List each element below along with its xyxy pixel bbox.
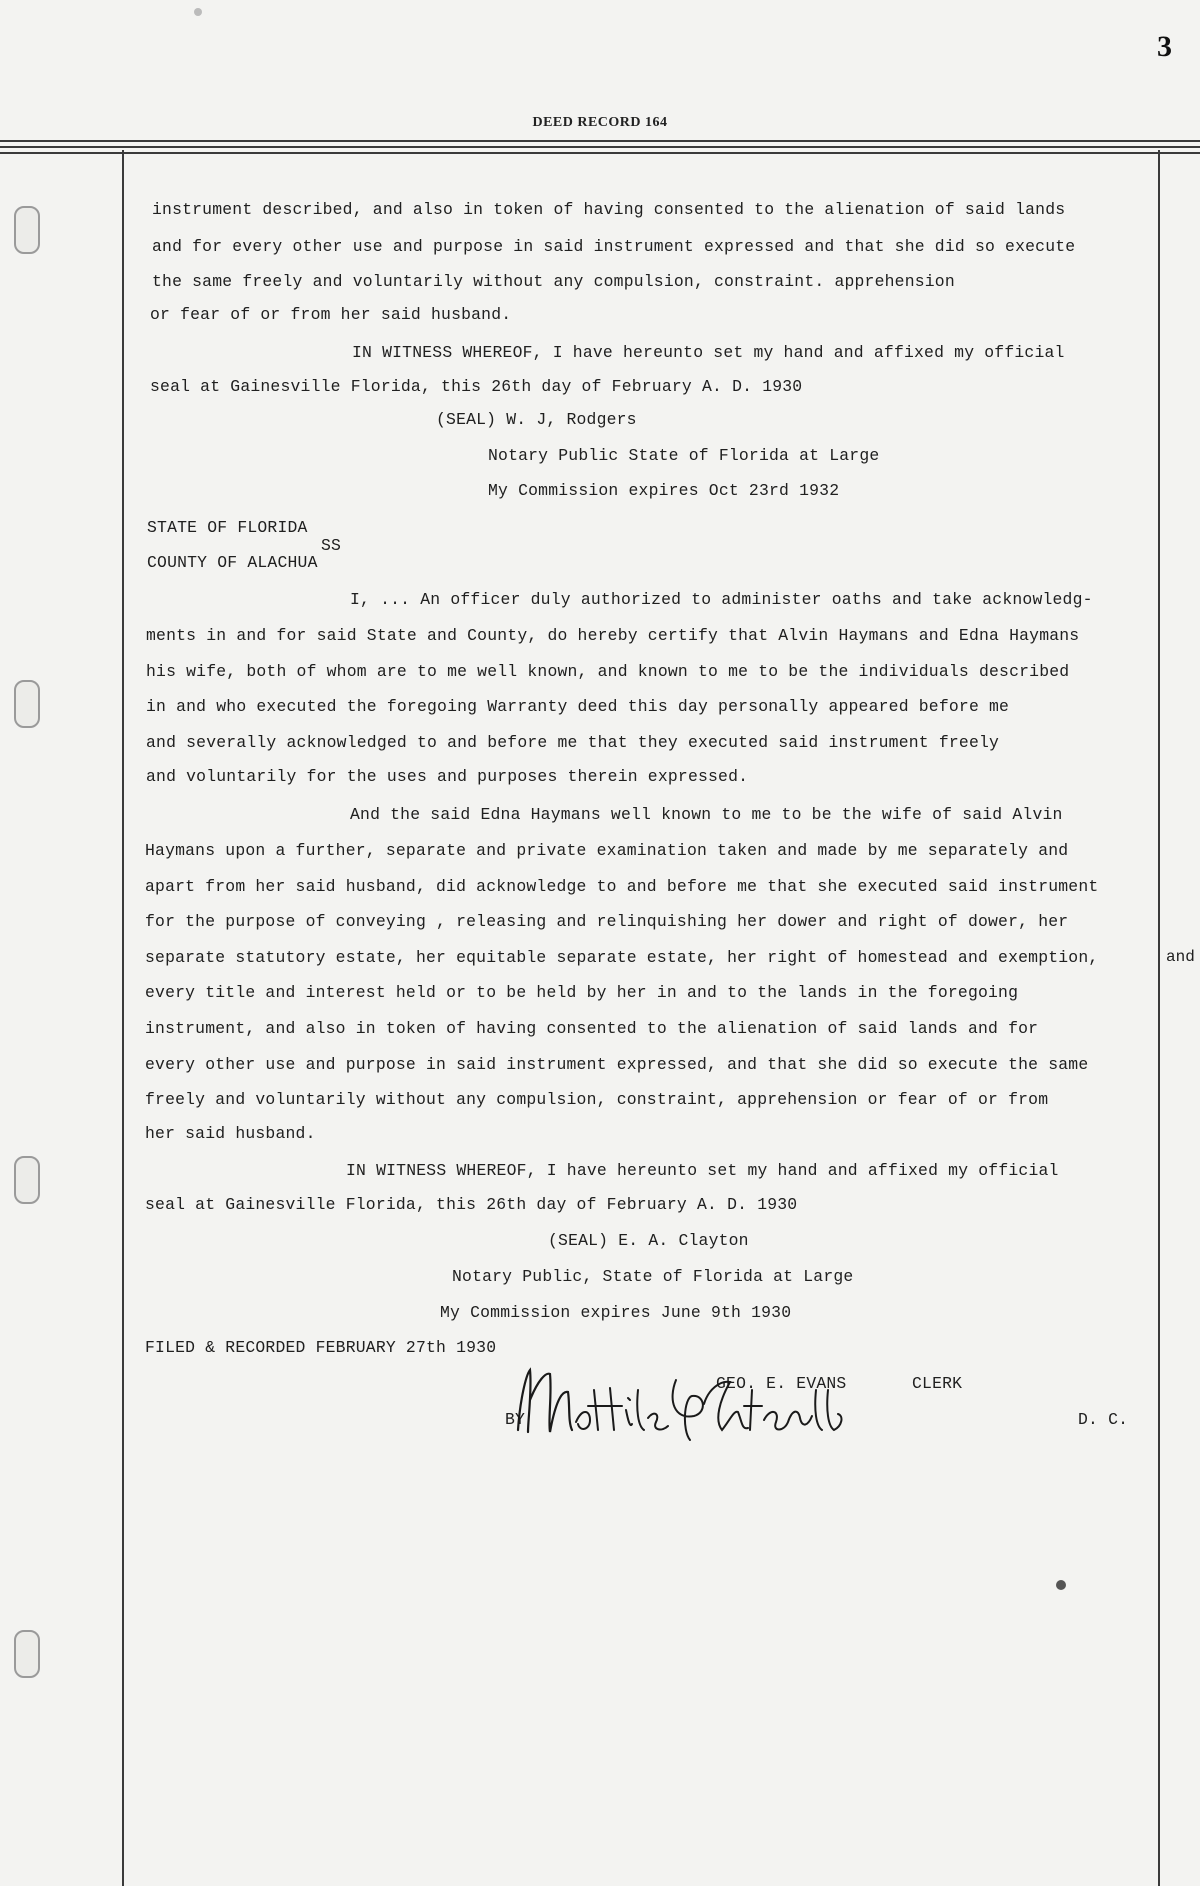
notary-title-line: Notary Public, State of Florida at Large [452, 1267, 854, 1286]
handwritten-signature [498, 1360, 858, 1450]
text-line: separate statutory estate, her equitable separate estate, her right of homestead and exemption, [145, 948, 1099, 967]
text-line: I, ... An officer duly authorized to administer oaths and take acknowledg- [350, 590, 1093, 609]
text-line: IN WITNESS WHEREOF, I have hereunto set my hand and affixed my official [352, 343, 1065, 362]
text-line: her said husband. [145, 1124, 316, 1143]
text-line: apart from her said husband, did acknowledge to and before me that she executed said instrument [145, 877, 1099, 896]
text-line: and voluntarily for the uses and purposes therein expressed. [146, 767, 749, 786]
venue-state: STATE OF FLORIDA [147, 518, 308, 537]
text-line: Haymans upon a further, separate and private examination taken and made by me separately and [145, 841, 1069, 860]
text-line: and for every other use and purpose in said instrument expressed and that she did so execute [152, 237, 1076, 256]
text-line: freely and voluntarily without any compulsion, constraint, apprehension or fear of or from [145, 1090, 1049, 1109]
text-line: seal at Gainesville Florida, this 26th day of February A. D. 1930 [150, 377, 803, 396]
filed-recorded-line: FILED & RECORDED FEBRUARY 27th 1930 [145, 1338, 497, 1357]
text-line: ments in and for said State and County, do hereby certify that Alvin Haymans and Edna Haymans [146, 626, 1080, 645]
text-line: instrument described, and also in token of having consented to the alienation of said lands [152, 200, 1066, 219]
venue-ss: SS [321, 536, 342, 555]
commission-line: My Commission expires Oct 23rd 1932 [488, 481, 840, 500]
margin-note: and [1166, 948, 1195, 966]
text-line: or fear of or from her said husband. [150, 305, 512, 324]
page-number: 3 [1157, 30, 1172, 63]
notary-signature-line: (SEAL) E. A. Clayton [548, 1231, 749, 1250]
text-line: in and who executed the foregoing Warranty deed this day personally appeared before me [146, 697, 1010, 716]
text-line: his wife, both of whom are to me well known, and known to me to be the individuals described [146, 662, 1070, 681]
text-line: every title and interest held or to be held by her in and to the lands in the foregoing [145, 983, 1019, 1002]
notary-title-line: Notary Public State of Florida at Large [488, 446, 880, 465]
venue-county: COUNTY OF ALACHUA [147, 553, 318, 572]
text-line: And the said Edna Haymans well known to me to be the wife of said Alvin [350, 805, 1063, 824]
text-line: every other use and purpose in said instrument expressed, and that she did so execute the same [145, 1055, 1089, 1074]
text-line: seal at Gainesville Florida, this 26th day of February A. D. 1930 [145, 1195, 798, 1214]
clerk-title: CLERK [912, 1374, 963, 1393]
deputy-clerk-label: D. C. [1078, 1410, 1129, 1429]
by-label: BY [505, 1410, 526, 1429]
notary-signature-line: (SEAL) W. J, Rodgers [436, 410, 637, 429]
clerk-name: GEO. E. EVANS [716, 1374, 847, 1393]
record-title: DEED RECORD 164 [532, 115, 668, 130]
text-line: instrument, and also in token of having consented to the alienation of said lands and for [145, 1019, 1039, 1038]
commission-line: My Commission expires June 9th 1930 [440, 1303, 792, 1322]
text-line: for the purpose of conveying , releasing and relinquishing her dower and right of dower, her [145, 912, 1069, 931]
text-line: IN WITNESS WHEREOF, I have hereunto set my hand and affixed my official [346, 1161, 1059, 1180]
text-line: and severally acknowledged to and before me that they executed said instrument freely [146, 733, 1000, 752]
text-line: the same freely and voluntarily without any compulsion, constraint. apprehension [152, 272, 955, 291]
